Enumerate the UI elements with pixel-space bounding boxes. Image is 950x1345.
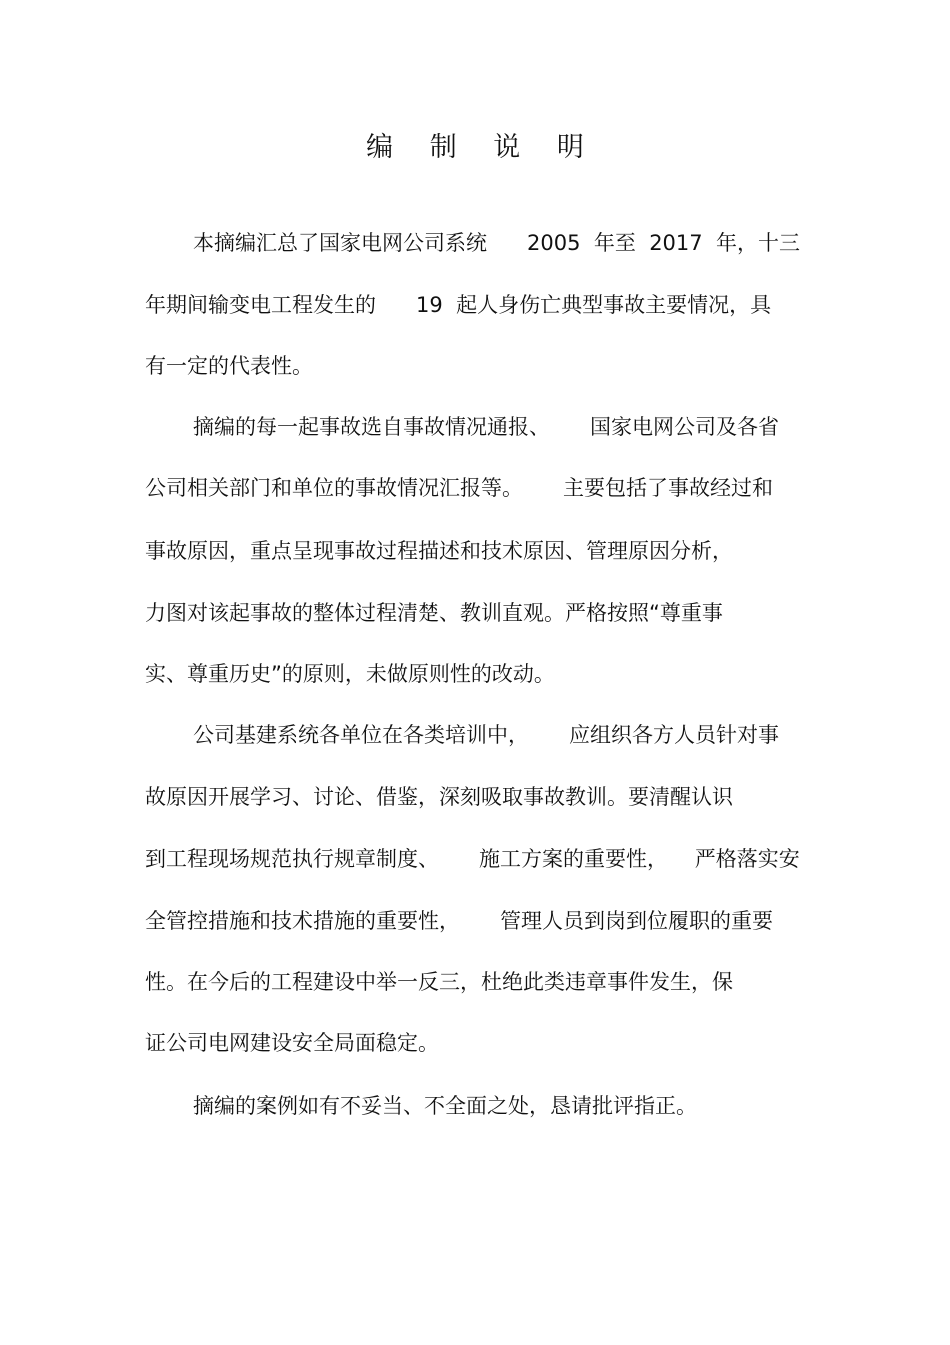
paragraph-1-line-2: 年期间输变电工程发生的 19 起人身伤亡典型事故主要情况，具: [145, 293, 772, 317]
paragraph-2-line-4: 力图对该起事故的整体过程清楚、教训直观。严格按照“尊重事: [145, 601, 723, 625]
paragraph-1-line-1: 本摘编汇总了国家电网公司系统 2005 年至 2017 年，十三: [193, 231, 800, 255]
document-title: 编 制 说 明: [366, 132, 598, 163]
paragraph-1-line-3: 有一定的代表性。: [145, 354, 313, 378]
paragraph-2-line-1: 摘编的每一起事故选自事故情况通报、 国家电网公司及各省: [193, 415, 780, 439]
paragraph-4-line-1: 摘编的案例如有不妥当、不全面之处，恳请批评指正。: [193, 1094, 697, 1118]
paragraph-3-line-4: 全管控措施和技术措施的重要性， 管理人员到岗到位履职的重要: [145, 909, 774, 933]
paragraph-3-line-2: 故原因开展学习、讨论、借鉴，深刻吸取事故教训。要清醒认识: [145, 785, 733, 809]
paragraph-3-line-6: 证公司电网建设安全局面稳定。: [145, 1031, 439, 1055]
paragraph-2-line-5: 实、尊重历史”的原则，未做原则性的改动。: [145, 662, 555, 686]
paragraph-2-line-3: 事故原因，重点呈现事故过程描述和技术原因、管理原因分析，: [145, 539, 733, 563]
paragraph-3-line-1: 公司基建系统各单位在各类培训中， 应组织各方人员针对事: [193, 723, 780, 747]
paragraph-3-line-5: 性。在今后的工程建设中举一反三，杜绝此类违章事件发生，保: [145, 970, 733, 994]
paragraph-3-line-3: 到工程现场规范执行规章制度、 施工方案的重要性， 严格落实安: [145, 847, 800, 871]
paragraph-2-line-2: 公司相关部门和单位的事故情况汇报等。 主要包括了事故经过和: [145, 476, 774, 500]
